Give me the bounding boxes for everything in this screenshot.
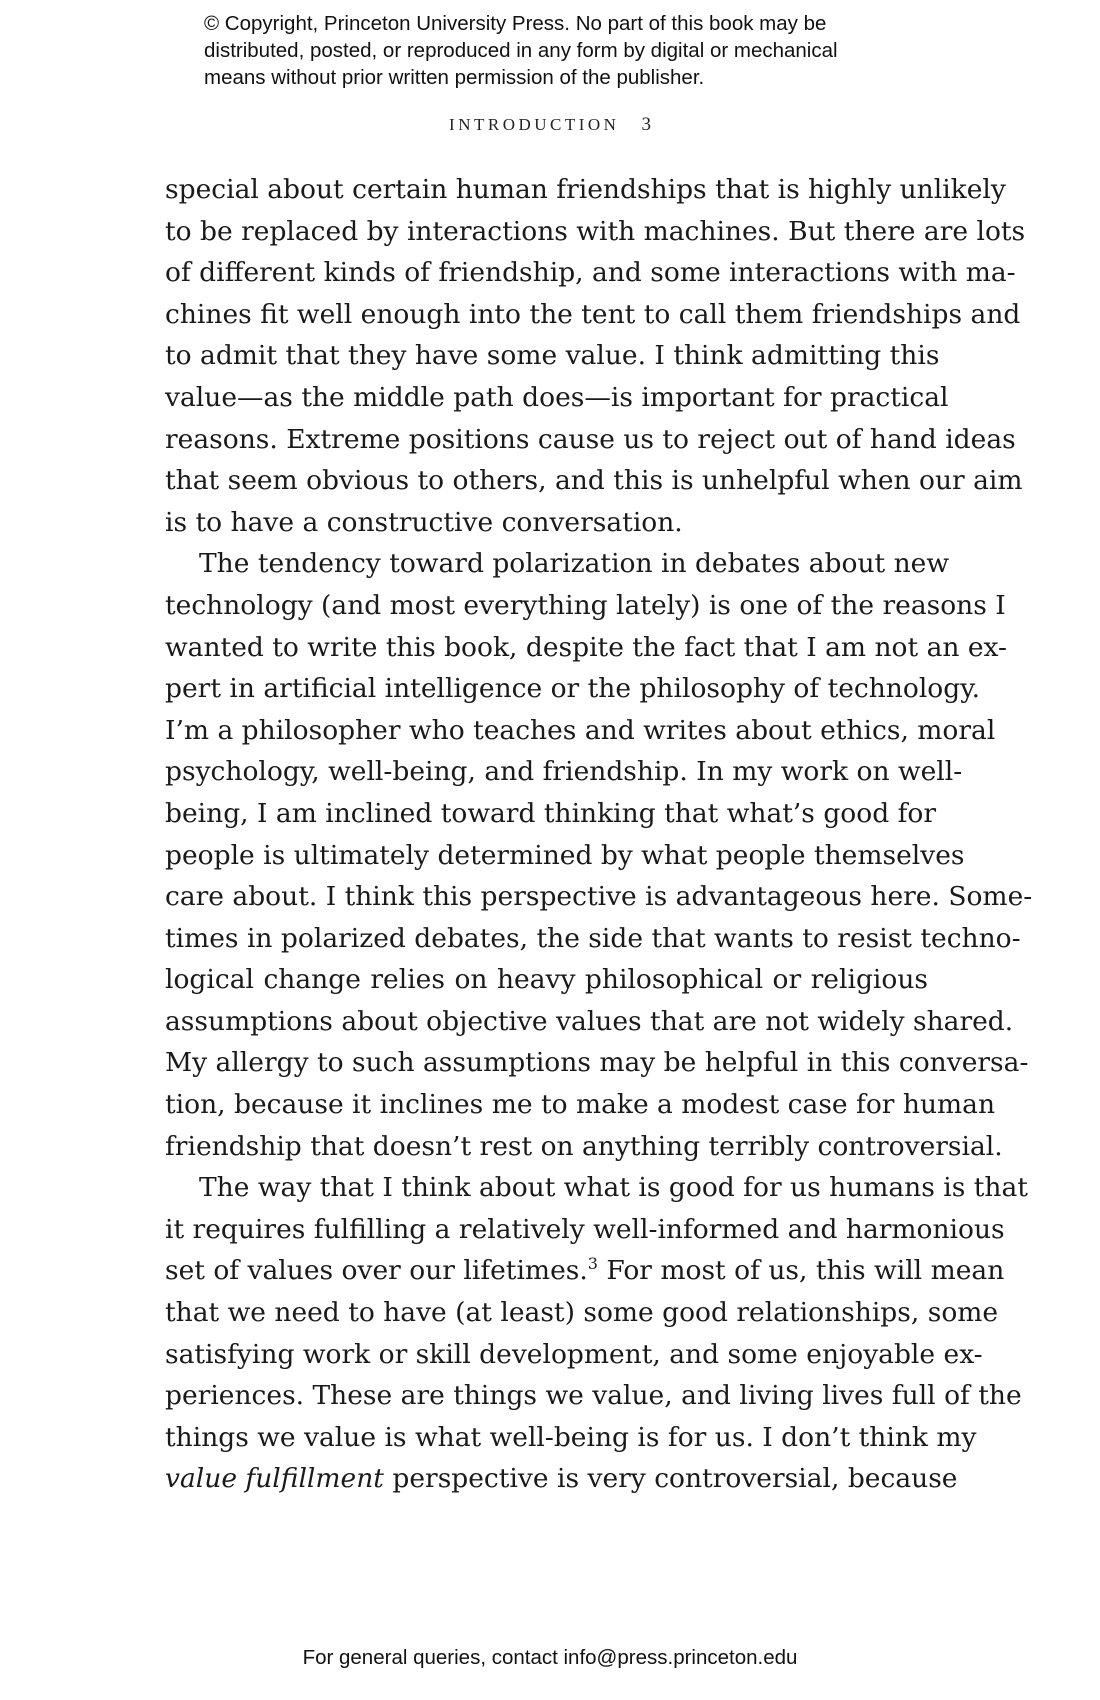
- text-line: that seem obvious to others, and this is unhelpful when our aim: [165, 465, 1023, 497]
- text-line: tion, because it inclines me to make a modest case for human: [165, 1089, 996, 1121]
- text-line: of different kinds of friendship, and some interactions with ma-: [165, 257, 1016, 289]
- copyright-line: means without prior written permission of the publisher.: [204, 66, 705, 89]
- italic-term: value fulfillment: [165, 1463, 384, 1495]
- text-line: The tendency toward polarization in debates about new: [199, 548, 950, 580]
- chapter-title: INTRODUCTION: [449, 115, 620, 134]
- text-line: that we need to have (at least) some good relationships, some: [165, 1297, 999, 1329]
- text-line: special about certain human friendships that is highly unlikely: [165, 174, 1006, 205]
- text-line: care about. I think this perspective is advantageous here. Some-: [165, 881, 1033, 913]
- text-line: pert in artificial intelligence or the philosophy of technology.: [165, 673, 981, 705]
- text-line: [165, 1458, 958, 1500]
- text-line: friendship that doesn’t rest on anything terribly controversial.: [165, 1130, 1003, 1162]
- copyright-line: © Copyright, Princeton University Press. No part of this book may be: [204, 12, 827, 35]
- text-line: wanted to write this book, despite the fact that I am not an ex-: [165, 631, 1007, 663]
- text-line: assumptions about objective values that are not widely shared.: [165, 1005, 1014, 1037]
- page-number: 3: [641, 114, 651, 135]
- text-line: The way that I think about what is good for us humans is that: [199, 1172, 1028, 1204]
- text-line: being, I am inclined toward thinking that what’s good for: [165, 797, 937, 829]
- text-line: people is ultimately determined by what people themselves: [165, 839, 965, 871]
- text-line: to admit that they have some value. I think admitting this: [165, 340, 940, 372]
- text-line: psychology, well-being, and friendship. In my work on well-: [165, 756, 963, 788]
- text-line: periences. These are things we value, and living lives full of the: [165, 1380, 1022, 1412]
- text-line: to be replaced by interactions with machines. But there are lots: [165, 215, 1026, 247]
- text-line: technology (and most everything lately) is one of the reasons I: [165, 589, 1006, 621]
- text-segment: For most of us, this will mean: [597, 1255, 1005, 1287]
- copyright-line: distributed, posted, or reproduced in any form by digital or mechanical: [204, 39, 838, 62]
- running-head: [0, 114, 1100, 136]
- text-line: value—as the middle path does—is important for practical: [165, 381, 949, 413]
- text-line: reasons. Extreme positions cause us to reject out of hand ideas: [165, 423, 1016, 455]
- text-segment: set of values over our lifetimes.: [165, 1255, 588, 1287]
- text-line: My allergy to such assumptions may be helpful in this conversa-: [165, 1047, 1029, 1079]
- copyright-notice: [204, 10, 964, 91]
- text-line: things we value is what well-being is for us. I don’t think my: [165, 1421, 977, 1453]
- body-text: [165, 169, 1033, 1500]
- text-line: is to have a constructive conversation.: [165, 506, 683, 538]
- text-line: I’m a philosopher who teaches and writes about ethics, moral: [165, 714, 996, 746]
- text-line: times in polarized debates, the side that wants to resist techno-: [165, 922, 1021, 954]
- footer-contact: For general queries, contact info@press.princeton.edu: [302, 1646, 798, 1669]
- text-line: satisfying work or skill development, and some enjoyable ex-: [165, 1338, 983, 1370]
- footnote-marker: 3: [587, 1254, 598, 1274]
- text-line: logical change relies on heavy philosophical or religious: [165, 964, 928, 996]
- text-line: [165, 1250, 1005, 1292]
- text-line: it requires fulfilling a relatively well-informed and harmonious: [165, 1213, 1005, 1245]
- text-segment: perspective is very controversial, because: [392, 1463, 958, 1495]
- text-line: chines fit well enough into the tent to call them friendships and: [165, 298, 1021, 330]
